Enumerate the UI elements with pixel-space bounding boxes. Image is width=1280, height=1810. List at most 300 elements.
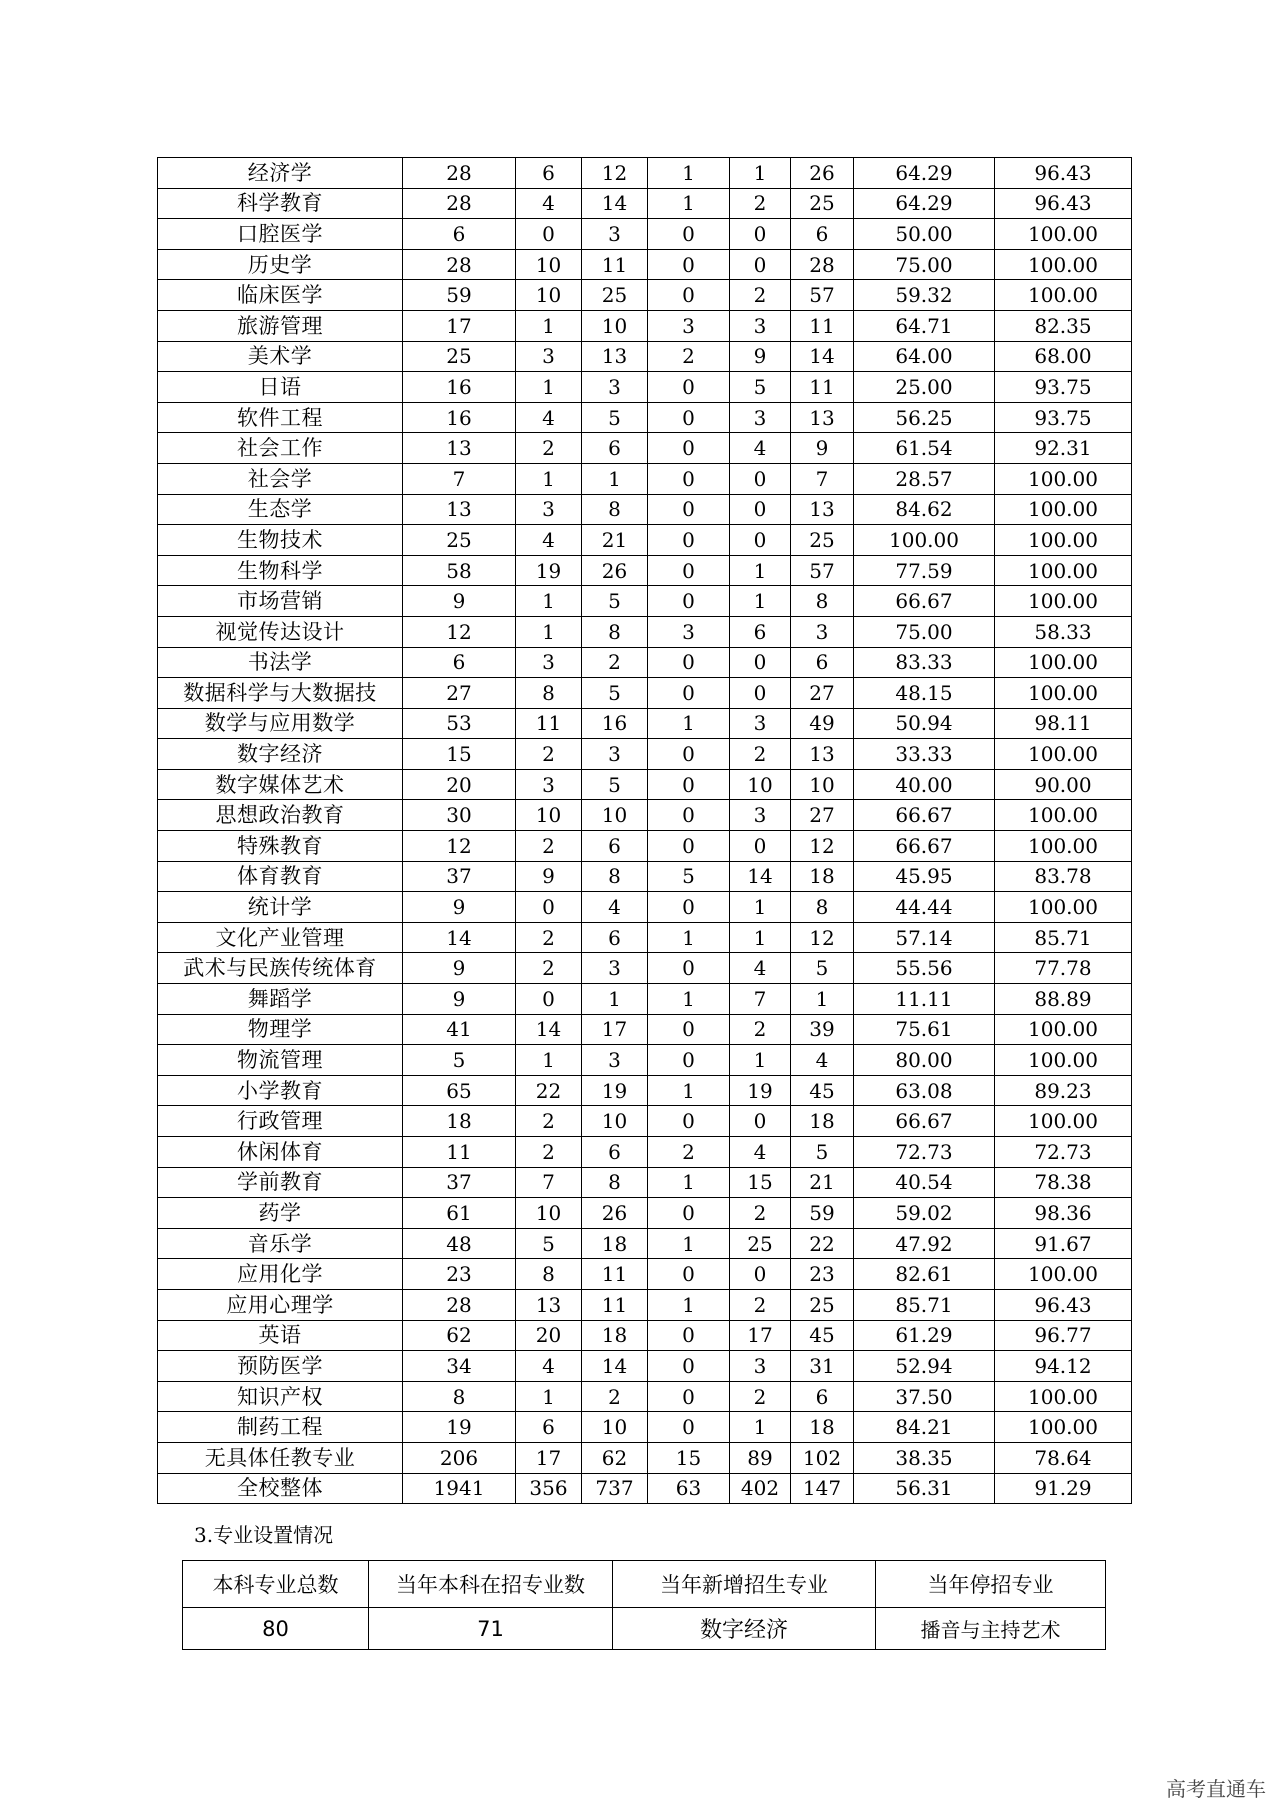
stat-cell: 9	[791, 433, 854, 464]
stat-cell: 14	[791, 341, 854, 372]
stat-cell: 3	[730, 708, 791, 739]
stat-cell: 5	[791, 1137, 854, 1168]
stat-cell: 82.35	[995, 310, 1132, 341]
stat-cell: 0	[648, 1014, 730, 1045]
watermark-text: 高考直通车	[1166, 1777, 1266, 1801]
stat-cell: 25	[403, 525, 516, 556]
stat-cell: 2	[582, 647, 648, 678]
table-row	[158, 1075, 1132, 1106]
major-name-cell: 小学教育	[158, 1075, 403, 1106]
table-row	[158, 494, 1132, 525]
stat-cell: 0	[648, 280, 730, 311]
stat-cell: 0	[648, 1259, 730, 1290]
stat-cell: 1941	[403, 1473, 516, 1504]
stat-cell: 50.00	[854, 219, 995, 250]
stat-cell: 63.08	[854, 1075, 995, 1106]
table-row	[158, 922, 1132, 953]
stat-cell: 65	[403, 1075, 516, 1106]
stat-cell: 28	[403, 188, 516, 219]
stat-cell: 52.94	[854, 1351, 995, 1382]
stat-cell: 100.00	[995, 494, 1132, 525]
stat-cell: 0	[648, 739, 730, 770]
header-enrolling-majors: 当年本科在招专业数	[369, 1561, 613, 1608]
stat-cell: 96.77	[995, 1320, 1132, 1351]
stat-cell: 7	[516, 1167, 582, 1198]
stat-cell: 91.29	[995, 1473, 1132, 1504]
stat-cell: 25	[730, 1228, 791, 1259]
stat-cell: 63	[648, 1473, 730, 1504]
stat-cell: 37.50	[854, 1381, 995, 1412]
stat-cell: 85.71	[995, 922, 1132, 953]
stat-cell: 3	[516, 494, 582, 525]
stat-cell: 10	[730, 769, 791, 800]
stat-cell: 17	[403, 310, 516, 341]
stat-cell: 18	[791, 1106, 854, 1137]
stat-cell: 402	[730, 1473, 791, 1504]
stat-cell: 6	[582, 831, 648, 862]
stat-cell: 17	[730, 1320, 791, 1351]
stat-cell: 13	[791, 402, 854, 433]
stat-cell: 12	[403, 616, 516, 647]
stat-cell: 0	[730, 647, 791, 678]
stat-cell: 0	[730, 525, 791, 556]
stat-cell: 58.33	[995, 616, 1132, 647]
stat-cell: 206	[403, 1442, 516, 1473]
major-name-cell: 物流管理	[158, 1045, 403, 1076]
stat-cell: 1	[730, 922, 791, 953]
stat-cell: 2	[516, 1137, 582, 1168]
stat-cell: 5	[582, 769, 648, 800]
major-name-cell: 体育教育	[158, 861, 403, 892]
major-name-cell: 休闲体育	[158, 1137, 403, 1168]
stat-cell: 26	[791, 158, 854, 189]
major-name-cell: 全校整体	[158, 1473, 403, 1504]
stat-cell: 45.95	[854, 861, 995, 892]
stat-cell: 1	[648, 1167, 730, 1198]
stat-cell: 2	[516, 1106, 582, 1137]
stat-cell: 2	[730, 1289, 791, 1320]
major-name-cell: 学前教育	[158, 1167, 403, 1198]
stat-cell: 5	[516, 1228, 582, 1259]
stat-cell: 19	[516, 555, 582, 586]
major-name-cell: 日语	[158, 372, 403, 403]
stat-cell: 6	[791, 1381, 854, 1412]
stat-cell: 27	[791, 800, 854, 831]
stat-cell: 1	[516, 1045, 582, 1076]
stat-cell: 9	[730, 341, 791, 372]
stat-cell: 66.67	[854, 831, 995, 862]
stat-cell: 100.00	[995, 586, 1132, 617]
stat-cell: 1	[730, 1045, 791, 1076]
major-name-cell: 思想政治教育	[158, 800, 403, 831]
stat-cell: 1	[648, 922, 730, 953]
stat-cell: 1	[648, 1289, 730, 1320]
major-name-cell: 数字媒体艺术	[158, 769, 403, 800]
stat-cell: 100.00	[995, 1014, 1132, 1045]
stat-cell: 1	[516, 586, 582, 617]
stat-cell: 8	[403, 1381, 516, 1412]
stat-cell: 100.00	[995, 831, 1132, 862]
stat-cell: 11	[791, 310, 854, 341]
stat-cell: 78.64	[995, 1442, 1132, 1473]
stat-cell: 3	[582, 219, 648, 250]
table-row	[158, 463, 1132, 494]
stat-cell: 3	[730, 310, 791, 341]
stat-cell: 94.12	[995, 1351, 1132, 1382]
stat-cell: 100.00	[995, 555, 1132, 586]
stat-cell: 66.67	[854, 586, 995, 617]
stat-cell: 100.00	[995, 678, 1132, 709]
stat-cell: 16	[403, 372, 516, 403]
stat-cell: 1	[648, 1228, 730, 1259]
stat-cell: 40.00	[854, 769, 995, 800]
stat-cell: 15	[648, 1442, 730, 1473]
table-row	[158, 831, 1132, 862]
stat-cell: 48	[403, 1228, 516, 1259]
stat-cell: 45	[791, 1075, 854, 1106]
major-name-cell: 行政管理	[158, 1106, 403, 1137]
stat-cell: 34	[403, 1351, 516, 1382]
stat-cell: 10	[582, 800, 648, 831]
stat-cell: 25.00	[854, 372, 995, 403]
stat-cell: 100.00	[995, 219, 1132, 250]
stat-cell: 0	[730, 1259, 791, 1290]
stat-cell: 44.44	[854, 892, 995, 923]
stat-cell: 82.61	[854, 1259, 995, 1290]
stat-cell: 15	[730, 1167, 791, 1198]
stat-cell: 10	[582, 310, 648, 341]
stat-cell: 100.00	[995, 892, 1132, 923]
stat-cell: 21	[791, 1167, 854, 1198]
stat-cell: 75.61	[854, 1014, 995, 1045]
stat-cell: 88.89	[995, 984, 1132, 1015]
major-name-cell: 物理学	[158, 1014, 403, 1045]
major-name-cell: 特殊教育	[158, 831, 403, 862]
stat-cell: 100.00	[995, 280, 1132, 311]
stat-cell: 57	[791, 555, 854, 586]
stat-cell: 11	[403, 1137, 516, 1168]
table-row	[158, 1289, 1132, 1320]
stat-cell: 19	[403, 1412, 516, 1443]
stat-cell: 356	[516, 1473, 582, 1504]
stat-cell: 3	[730, 1351, 791, 1382]
major-name-cell: 市场营销	[158, 586, 403, 617]
stat-cell: 10	[582, 1412, 648, 1443]
stat-cell: 53	[403, 708, 516, 739]
stat-cell: 11	[582, 249, 648, 280]
stat-cell: 90.00	[995, 769, 1132, 800]
stat-cell: 2	[516, 922, 582, 953]
stat-cell: 0	[730, 463, 791, 494]
stat-cell: 737	[582, 1473, 648, 1504]
stat-cell: 93.75	[995, 402, 1132, 433]
major-name-cell: 口腔医学	[158, 219, 403, 250]
stat-cell: 9	[516, 861, 582, 892]
stat-cell: 62	[582, 1442, 648, 1473]
stat-cell: 28	[791, 249, 854, 280]
stat-cell: 1	[730, 555, 791, 586]
stat-cell: 72.73	[854, 1137, 995, 1168]
stat-cell: 0	[648, 831, 730, 862]
value-suspended-majors: 播音与主持艺术	[876, 1608, 1106, 1650]
stat-cell: 57.14	[854, 922, 995, 953]
stat-cell: 98.11	[995, 708, 1132, 739]
major-name-cell: 英语	[158, 1320, 403, 1351]
stat-cell: 2	[730, 739, 791, 770]
stat-cell: 75.00	[854, 249, 995, 280]
major-name-cell: 生物技术	[158, 525, 403, 556]
stat-cell: 8	[582, 1167, 648, 1198]
major-name-cell: 武术与民族传统体育	[158, 953, 403, 984]
table-row	[158, 616, 1132, 647]
stat-cell: 14	[582, 1351, 648, 1382]
stat-cell: 22	[516, 1075, 582, 1106]
value-new-majors: 数字经济	[613, 1608, 876, 1650]
major-name-cell: 临床医学	[158, 280, 403, 311]
stat-cell: 10	[516, 1198, 582, 1229]
stat-cell: 4	[791, 1045, 854, 1076]
stat-cell: 2	[730, 188, 791, 219]
stat-cell: 0	[648, 494, 730, 525]
stat-cell: 64.00	[854, 341, 995, 372]
stat-cell: 5	[582, 586, 648, 617]
stat-cell: 92.31	[995, 433, 1132, 464]
major-name-cell: 数据科学与大数据技	[158, 678, 403, 709]
stat-cell: 4	[582, 892, 648, 923]
stat-cell: 100.00	[995, 1381, 1132, 1412]
stat-cell: 18	[582, 1320, 648, 1351]
stat-cell: 68.00	[995, 341, 1132, 372]
table-row	[158, 433, 1132, 464]
stat-cell: 0	[730, 831, 791, 862]
stat-cell: 10	[582, 1106, 648, 1137]
stat-cell: 13	[403, 494, 516, 525]
stat-cell: 14	[730, 861, 791, 892]
major-name-cell: 舞蹈学	[158, 984, 403, 1015]
stat-cell: 2	[516, 953, 582, 984]
stat-cell: 18	[403, 1106, 516, 1137]
stat-cell: 3	[516, 341, 582, 372]
table-row	[158, 1014, 1132, 1045]
table-row	[158, 769, 1132, 800]
stat-cell: 37	[403, 1167, 516, 1198]
major-name-cell: 美术学	[158, 341, 403, 372]
stat-cell: 102	[791, 1442, 854, 1473]
stat-cell: 56.31	[854, 1473, 995, 1504]
stat-cell: 8	[791, 892, 854, 923]
stat-cell: 2	[516, 433, 582, 464]
stat-cell: 1	[648, 1075, 730, 1106]
stat-cell: 11	[582, 1289, 648, 1320]
stat-cell: 25	[791, 188, 854, 219]
table-row	[158, 892, 1132, 923]
stat-cell: 10	[516, 800, 582, 831]
stat-cell: 27	[791, 678, 854, 709]
stat-cell: 6	[730, 616, 791, 647]
table-row	[158, 953, 1132, 984]
stat-cell: 61.29	[854, 1320, 995, 1351]
stat-cell: 3	[582, 739, 648, 770]
stat-cell: 13	[403, 433, 516, 464]
stat-cell: 2	[730, 1381, 791, 1412]
stat-cell: 96.43	[995, 188, 1132, 219]
stat-cell: 56.25	[854, 402, 995, 433]
stat-cell: 6	[791, 219, 854, 250]
major-name-cell: 社会工作	[158, 433, 403, 464]
stat-cell: 0	[730, 678, 791, 709]
stat-cell: 0	[516, 984, 582, 1015]
stat-cell: 5	[730, 372, 791, 403]
section-title: 3.专业设置情况	[194, 1523, 334, 1547]
stat-cell: 6	[582, 1137, 648, 1168]
stat-cell: 6	[516, 1412, 582, 1443]
stat-cell: 19	[582, 1075, 648, 1106]
stat-cell: 13	[791, 494, 854, 525]
stat-cell: 93.75	[995, 372, 1132, 403]
table-row	[158, 249, 1132, 280]
stat-cell: 4	[730, 1137, 791, 1168]
header-suspended-majors: 当年停招专业	[876, 1561, 1106, 1608]
stat-cell: 10	[516, 280, 582, 311]
table-row	[158, 402, 1132, 433]
stat-cell: 85.71	[854, 1289, 995, 1320]
stat-cell: 19	[730, 1075, 791, 1106]
stat-cell: 0	[730, 249, 791, 280]
stat-cell: 7	[730, 984, 791, 1015]
stat-cell: 31	[791, 1351, 854, 1382]
stat-cell: 2	[582, 1381, 648, 1412]
stat-cell: 6	[582, 922, 648, 953]
major-name-cell: 数字经济	[158, 739, 403, 770]
stat-cell: 11	[791, 372, 854, 403]
major-name-cell: 应用心理学	[158, 1289, 403, 1320]
stat-cell: 6	[791, 647, 854, 678]
major-name-cell: 经济学	[158, 158, 403, 189]
table-row	[158, 1045, 1132, 1076]
stat-cell: 2	[648, 1137, 730, 1168]
stat-cell: 89.23	[995, 1075, 1132, 1106]
stat-cell: 0	[648, 219, 730, 250]
table-row	[158, 1381, 1132, 1412]
stat-cell: 0	[648, 586, 730, 617]
stat-cell: 61	[403, 1198, 516, 1229]
stat-cell: 0	[648, 1198, 730, 1229]
table-row	[158, 739, 1132, 770]
stat-cell: 100.00	[995, 647, 1132, 678]
major-name-cell: 文化产业管理	[158, 922, 403, 953]
major-name-cell: 软件工程	[158, 402, 403, 433]
table-row	[158, 310, 1132, 341]
major-name-cell: 视觉传达设计	[158, 616, 403, 647]
stat-cell: 100.00	[995, 1412, 1132, 1443]
stat-cell: 5	[582, 678, 648, 709]
stat-cell: 1	[516, 463, 582, 494]
stat-cell: 59	[403, 280, 516, 311]
table-row	[158, 188, 1132, 219]
stat-cell: 5	[648, 861, 730, 892]
stat-cell: 23	[791, 1259, 854, 1290]
major-name-cell: 统计学	[158, 892, 403, 923]
table-row	[158, 678, 1132, 709]
stat-cell: 77.78	[995, 953, 1132, 984]
stat-cell: 12	[403, 831, 516, 862]
table-row	[158, 861, 1132, 892]
stat-cell: 61.54	[854, 433, 995, 464]
table-row	[158, 1137, 1132, 1168]
table-row	[158, 1442, 1132, 1473]
stat-cell: 10	[791, 769, 854, 800]
stat-cell: 50.94	[854, 708, 995, 739]
stat-cell: 0	[648, 1351, 730, 1382]
value-enrolling-majors: 71	[369, 1608, 613, 1650]
stat-cell: 1	[582, 984, 648, 1015]
stat-cell: 6	[516, 158, 582, 189]
stat-cell: 8	[516, 1259, 582, 1290]
stat-cell: 5	[582, 402, 648, 433]
table-row	[158, 586, 1132, 617]
table-row	[158, 1412, 1132, 1443]
table-row	[158, 158, 1132, 189]
stat-cell: 64.29	[854, 188, 995, 219]
stat-cell: 3	[730, 402, 791, 433]
stat-cell: 3	[516, 647, 582, 678]
stat-cell: 0	[648, 800, 730, 831]
stat-cell: 8	[582, 494, 648, 525]
stat-cell: 4	[730, 433, 791, 464]
stat-cell: 18	[791, 861, 854, 892]
stat-cell: 4	[516, 188, 582, 219]
stat-cell: 1	[516, 1381, 582, 1412]
stat-cell: 75.00	[854, 616, 995, 647]
stat-cell: 0	[648, 647, 730, 678]
stat-cell: 100.00	[995, 800, 1132, 831]
stat-cell: 100.00	[995, 1106, 1132, 1137]
stat-cell: 6	[403, 647, 516, 678]
stat-cell: 13	[582, 341, 648, 372]
stat-cell: 0	[648, 1045, 730, 1076]
stat-cell: 58	[403, 555, 516, 586]
major-setup-value-row	[183, 1608, 1106, 1650]
stat-cell: 47.92	[854, 1228, 995, 1259]
stat-cell: 2	[516, 739, 582, 770]
stat-cell: 8	[791, 586, 854, 617]
stat-cell: 3	[730, 800, 791, 831]
stat-cell: 13	[516, 1289, 582, 1320]
major-name-cell: 制药工程	[158, 1412, 403, 1443]
stat-cell: 40.54	[854, 1167, 995, 1198]
stat-cell: 28	[403, 1289, 516, 1320]
stat-cell: 59.32	[854, 280, 995, 311]
stat-cell: 25	[791, 525, 854, 556]
stat-cell: 84.62	[854, 494, 995, 525]
stat-cell: 0	[648, 1412, 730, 1443]
stat-cell: 11.11	[854, 984, 995, 1015]
table-row	[158, 708, 1132, 739]
stat-cell: 1	[730, 892, 791, 923]
stat-cell: 3	[791, 616, 854, 647]
stat-cell: 16	[582, 708, 648, 739]
stat-cell: 64.29	[854, 158, 995, 189]
stat-cell: 9	[403, 892, 516, 923]
table-row	[158, 1351, 1132, 1382]
stat-cell: 0	[648, 953, 730, 984]
stat-cell: 21	[582, 525, 648, 556]
stat-cell: 83.78	[995, 861, 1132, 892]
major-name-cell: 无具体任教专业	[158, 1442, 403, 1473]
stat-cell: 0	[648, 433, 730, 464]
stat-cell: 5	[791, 953, 854, 984]
stat-cell: 15	[403, 739, 516, 770]
